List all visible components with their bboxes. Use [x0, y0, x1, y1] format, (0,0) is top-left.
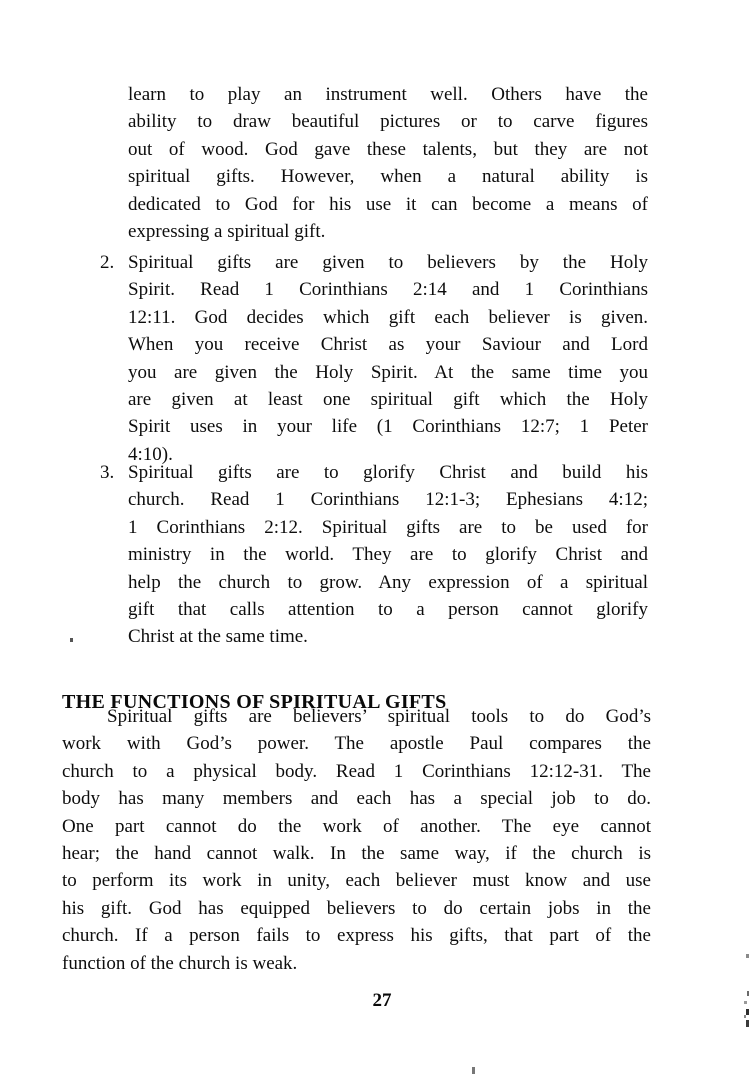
scan-edge-dash-5 [744, 1015, 746, 1018]
text-line: to perform its work in unity, each believer must know and use [62, 870, 651, 892]
text-line: hear; the hand cannot walk. In the same way, if the church is [62, 842, 651, 864]
scan-speck-left-margin [70, 638, 73, 642]
text-line: expressing a spiritual gift. [128, 220, 326, 242]
section-heading: THE FUNCTIONS OF SPIRITUAL GIFTS [62, 690, 447, 713]
text-line: his gift. God has equipped believers to do certain jobs in the [62, 897, 651, 919]
text-line: 1 Corinthians 2:12. Spiritual gifts are to be used for [128, 516, 648, 538]
text-line: gift that calls attention to a person cannot glorify [128, 598, 648, 620]
text-line: learn to play an instrument well. Others have the [128, 84, 648, 105]
body-paragraph [62, 703, 651, 977]
text-line: 4:10). [128, 443, 173, 465]
list-item-3 [100, 459, 648, 651]
text-line: One part cannot do the work of another. The eye cannot [62, 815, 651, 837]
text-line: function of the church is weak. [62, 952, 298, 974]
text-line: spiritual gifts. However, when a natural ability is [128, 166, 648, 188]
text-line: church. If a person fails to express his gifts, that part of the [62, 925, 651, 947]
text-line: work with God’s power. The apostle Paul compares the [62, 733, 651, 755]
text-line: dedicated to God for his use it can become a means of [128, 193, 648, 215]
text-line: Spiritual gifts are believers’ spiritual tools to do God’s [107, 706, 651, 727]
text-line: you are given the Holy Spirit. At the same time you [128, 361, 648, 383]
list-item-3-number: 3. [100, 462, 115, 483]
list-item-2 [100, 249, 648, 468]
text-line: church to a physical body. Read 1 Corinthians 12:12-31. The [62, 760, 651, 782]
text-line: help the church to grow. Any expression of a spiritual [128, 571, 648, 593]
text-line: body has many members and each has a special job to do. [62, 788, 651, 810]
text-line: Christ at the same time. [128, 626, 308, 648]
text-line: Spirit uses in your life (1 Corinthians 12:7; 1 Peter [128, 416, 648, 438]
list-item-3-text [128, 459, 648, 651]
list-item-2-number: 2. [100, 252, 115, 273]
text-line: 12:11. God decides which gift each believer is given. [128, 306, 648, 328]
text-line: church. Read 1 Corinthians 12:1-3; Ephesians 4:12; [128, 489, 648, 511]
text-line: Spiritual gifts are given to believers by the Holy [128, 252, 648, 273]
text-line: ability to draw beautiful pictures or to carve figures [128, 111, 648, 133]
text-line: Spiritual gifts are to glorify Christ and build his [128, 462, 648, 483]
scan-speck-bottom [472, 1067, 475, 1074]
text-line: out of wood. God gave these talents, but they are not [128, 138, 648, 160]
text-line: are given at least one spiritual gift which the Holy [128, 388, 648, 410]
list-item-2-text [128, 249, 648, 468]
list-item-1-continuation [128, 81, 648, 245]
text-line: When you receive Christ as your Saviour and Lord [128, 334, 648, 356]
text-line: ministry in the world. They are to glorify Christ and [128, 544, 648, 566]
scan-edge-dash-3 [744, 1001, 747, 1004]
text-line: Spirit. Read 1 Corinthians 2:14 and 1 Corinthians [128, 279, 648, 301]
page-number: 27 [372, 990, 392, 1011]
